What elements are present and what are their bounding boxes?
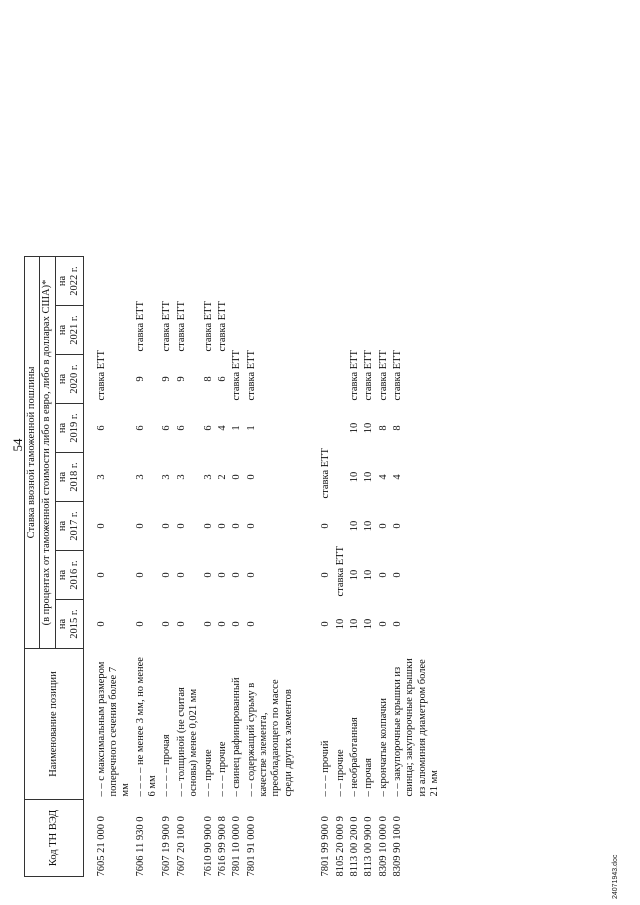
rate-value: 9 [175,376,187,382]
row-name: – – с максимальным размером поперечного сечения более 7 мм [95,661,132,797]
rate-value: 0 [134,523,146,529]
row-name: – прочая [363,758,375,797]
rate-value: 3 [161,474,173,480]
ett-label: ставка ЕТТ [161,301,173,352]
rate-value: 0 [245,572,257,578]
year-prefix: на [56,471,68,483]
rate-value: 0 [202,572,214,578]
year-label: 2018 г. [69,462,81,492]
ett-label: ставка ЕТТ [334,546,346,597]
rate-value: 8 [202,376,214,382]
table-row [216,257,230,877]
rate-value: 6 [134,425,146,431]
row-code: 7605 21 000 0 [95,816,107,877]
year-prefix: на [56,569,68,581]
rate-value: 0 [175,621,187,627]
rate-value: 0 [245,523,257,529]
header-year [55,600,83,649]
rate-value: 10 [363,618,375,630]
rate-value: 0 [95,621,107,627]
tariff-table [24,256,443,877]
rate-value: 0 [245,474,257,480]
ett-label: ставка ЕТТ [348,350,360,401]
rate-value: 10 [348,520,360,532]
rate-value: 10 [363,569,375,581]
row-code: 7616 99 900 8 [216,816,228,877]
row-name: – – прочие [202,749,214,797]
ett-label: ставка ЕТТ [363,350,375,401]
rate-value: 0 [392,523,403,529]
rate-value: 10 [348,471,360,483]
table-row [377,257,391,877]
row-code: 7801 99 900 0 [320,816,332,877]
row-code: 7610 90 900 0 [202,816,214,877]
year-label: 2021 г. [69,315,81,345]
rate-value: 0 [320,621,332,627]
year-prefix: на [56,373,68,385]
row-name: – – содержащий сурьму в качестве элемента, преобладающего по массе среди других элементов [245,679,294,797]
table-row [230,257,244,877]
header-name: Наименование позиции [25,649,84,800]
rate-value: 0 [231,572,243,578]
row-code: 7607 20 100 0 [175,816,187,877]
year-prefix: на [56,618,68,630]
rate-value: 0 [134,572,146,578]
rate-value: 10 [348,569,360,581]
row-name: – – – – прочая [161,734,173,797]
rate-value: 0 [161,523,173,529]
rate-value: 6 [161,425,173,431]
table-row [296,257,333,877]
row-name: – – толщиной (не считая основы) менее 0,021 мм [175,687,200,797]
row-name: – свинец рафинированный [231,677,243,797]
rate-value: 3 [95,474,107,480]
header-year [55,257,83,306]
row-name: – – прочие [334,749,346,797]
rate-value: 0 [377,572,389,578]
rate-value: 6 [175,425,187,431]
rate-value: 0 [202,621,214,627]
row-code: 7801 91 000 0 [245,816,257,877]
row-code: 8309 90 100 0 [392,816,403,877]
header-year [55,502,83,551]
header-rate-subtitle: (в процентах от таможенной стоимости либо в евро, либо в долларах США)* [40,257,55,649]
rate-value: 0 [320,523,332,529]
rate-value: 0 [161,621,173,627]
row-code: 8113 00 200 0 [348,816,360,877]
rate-value: 0 [95,572,107,578]
rate-value: 8 [377,425,389,431]
rate-value: 10 [363,471,375,483]
ett-label: ставка ЕТТ [202,301,214,352]
ett-label: ставка ЕТТ [95,350,107,401]
year-label: 2016 г. [69,560,81,590]
table-body [83,257,443,877]
year-prefix: на [56,422,68,434]
header-year [55,355,83,404]
rate-value: 6 [95,425,107,431]
rate-value: 0 [216,572,228,578]
table-row [391,257,443,877]
row-code: 7801 10 000 0 [231,816,243,877]
header-rate-title: Ставка ввозной таможенной пошлины [25,257,40,649]
table-row [362,257,376,877]
table-row [160,257,174,877]
ett-label: ставка ЕТТ [175,301,187,352]
row-name: – – закупорочные крышки из свинца; закупорочные крышки из алюминия диаметром более 21 мм [392,658,441,797]
year-label: 2019 г. [69,413,81,443]
rate-value: 0 [377,523,389,529]
rate-value: 8 [392,425,403,431]
rate-value: 3 [134,474,146,480]
rate-value: 0 [231,621,243,627]
rate-value: 0 [95,523,107,529]
rate-value: 9 [161,376,173,382]
table-row [202,257,216,877]
ett-label: ставка ЕТТ [134,301,146,352]
rate-value: 0 [216,523,228,529]
table-row [175,257,202,877]
rate-value: 4 [377,474,389,480]
year-label: 2022 г. [69,266,81,296]
rate-value: 10 [363,520,375,532]
year-label: 2015 г. [69,609,81,639]
row-name: – крончатые колпачки [377,698,389,797]
row-name: – – – прочий [320,740,332,797]
header-year [55,551,83,600]
row-name: – необработанная [348,717,360,797]
year-prefix: на [56,520,68,532]
row-name: – – – прочие [216,741,228,797]
rate-value: 2 [216,474,228,480]
rate-value: 6 [202,425,214,431]
row-code: 8309 10 000 0 [377,816,389,877]
rate-value: 3 [175,474,187,480]
row-name: – – – – не менее 3 мм, но менее 6 мм [134,657,158,797]
table-row [83,257,134,877]
row-code: 7607 19 900 9 [161,816,173,877]
rate-value: 0 [161,572,173,578]
rate-value: 0 [320,572,332,578]
row-code: 8105 20 000 9 [334,816,346,877]
header-year [55,306,83,355]
table-header [25,257,84,877]
ett-label: ставка ЕТТ [392,350,403,401]
rate-value: 0 [134,621,146,627]
rate-value: 0 [175,523,187,529]
rate-value: 0 [231,474,243,480]
table-row [348,257,362,877]
rate-value: 0 [175,572,187,578]
row-code: 8113 00 900 0 [363,816,375,877]
ett-label: ставка ЕТТ [320,448,332,499]
header-code: Код ТН ВЭД [25,800,84,877]
row-code: 7606 11 930 0 [134,816,146,877]
rate-value: 4 [392,474,403,480]
year-label: 2017 г. [69,511,81,541]
rate-value: 9 [134,376,146,382]
rate-value: 0 [377,621,389,627]
ett-label: ставка ЕТТ [245,350,257,401]
rate-value: 0 [216,621,228,627]
table-row [334,257,348,877]
rate-value: 0 [392,572,403,578]
ett-label: ставка ЕТТ [231,350,243,401]
rate-value: 1 [231,425,243,431]
rate-value: 6 [216,376,228,382]
rate-value: 0 [202,523,214,529]
header-year [55,453,83,502]
rate-value: 0 [231,523,243,529]
year-label: 2020 г. [69,364,81,394]
rate-value: 0 [392,621,403,627]
table-row [245,257,297,877]
table-row [134,257,161,877]
document-id: 24071943.doc [612,854,619,899]
rate-value: 10 [334,618,346,630]
rate-value: 3 [202,474,214,480]
ett-label: ставка ЕТТ [377,350,389,401]
header-year [55,404,83,453]
rate-value: 1 [245,425,257,431]
page-number: 54 [10,438,25,452]
rate-value: 10 [348,422,360,434]
ett-label: ставка ЕТТ [216,301,228,352]
rate-value: 10 [348,618,360,630]
year-prefix: на [56,275,68,287]
rate-value: 10 [363,422,375,434]
year-prefix: на [56,324,68,336]
rate-value: 4 [216,425,228,431]
rate-value: 0 [245,621,257,627]
